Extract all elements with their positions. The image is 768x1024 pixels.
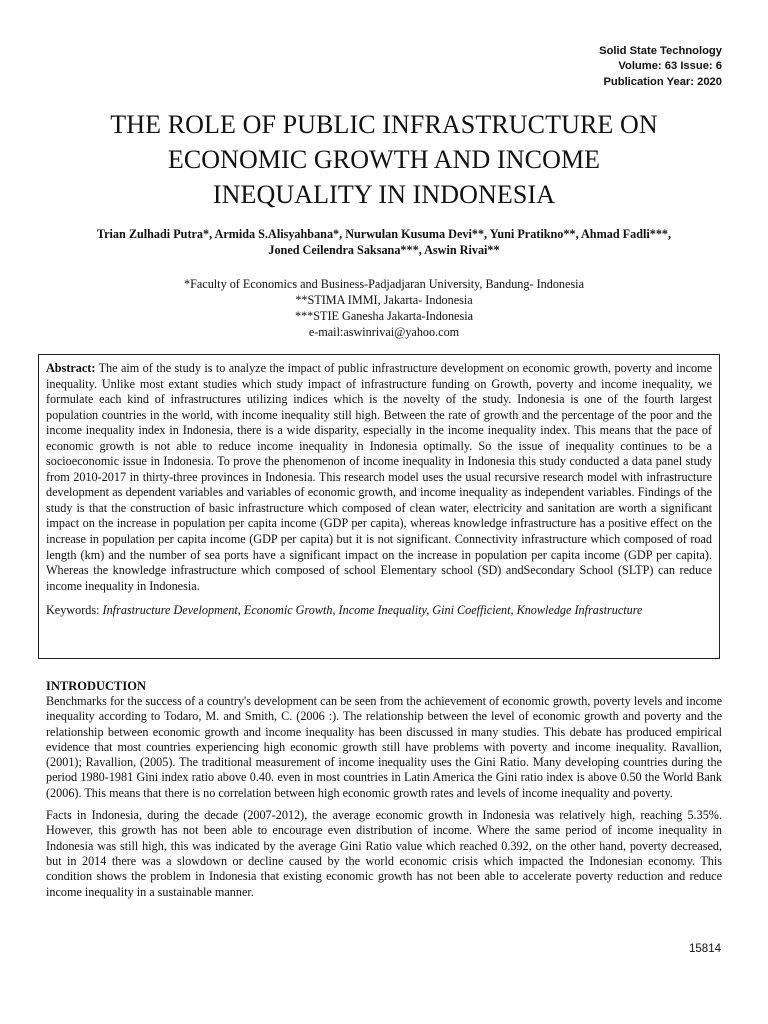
body-paragraph: Benchmarks for the success of a country's development can be seen from the achievement of economic growth, poverty levels and income inequality according to Todaro, M. and Smith, C. (2006 :). The relationship between the level of economic growth and poverty and the relationship between economic growth and income inequality has been discussed in many studies. This debate has produced empirical evidence that most countries experiencing high economic growth still have problems with poverty and income inequality. Ravallion, (2001); Ravallion, (2005). The traditional measurement of income inequality uses the Gini Ratio. Many developing countries during the period 1980-1981 Gini index ratio above 0.40. even in most countries in Latin America the Gini ratio index is above 0.50 the World Bank (2006). This means that there is no correlation between high economic growth rates and levels of income inequality and poverty.	[46, 694, 722, 800]
title-line: INEQUALITY IN INDONESIA	[212, 180, 556, 209]
journal-name: Solid State Technology	[599, 45, 722, 57]
affiliation-line: *Faculty of Economics and Business-Padjadjaran University, Bandung- Indonesia	[184, 277, 584, 291]
journal-volume-issue: Volume: 63 Issue: 6	[618, 60, 722, 73]
page-number: 15814	[689, 943, 721, 955]
keywords-list: Infrastructure Development, Economic Growth, Income Inequality, Gini Coefficient, Knowledge Infrastructure	[102, 603, 643, 618]
author-line: Trian Zulhadi Putra*, Armida S.Alisyahbana*, Nurwulan Kusuma Devi**, Yuni Pratikno**, Ahmad Fadli***,	[96, 227, 672, 241]
affiliation-line: **STIMA IMMI, Jakarta- Indonesia	[295, 293, 473, 307]
author-list	[30, 226, 738, 258]
keywords-label: Keywords:	[46, 603, 103, 618]
author-line: Joned Ceilendra Saksana***, Aswin Rivai**	[268, 243, 500, 257]
title-line: ECONOMIC GROWTH AND INCOME	[167, 145, 601, 174]
affiliation-list	[30, 276, 738, 340]
affiliation-line: ***STIE Ganesha Jakarta-Indonesia	[294, 309, 473, 323]
introduction-section	[46, 679, 722, 907]
contact-email: e-mail:aswinrivai@yahoo.com	[308, 325, 460, 339]
keywords-paragraph	[46, 603, 712, 619]
abstract-paragraph	[46, 361, 712, 594]
abstract-box	[38, 354, 720, 659]
abstract-text: The aim of the study is to analyze the impact of public infrastructure development on economic growth, poverty and income inequality. Unlike most extant studies which study impact of infrastructure funding on Growth, poverty and income inequality, we formulate each kind of infrastructures utilizing indices which is the novelty of the study. Indonesia is one of the fourth largest population countries in the world, with income inequality still high. Between the rate of growth and the percentage of the poor and the income inequality index in Indonesia, there is a wide disparity, especially in the income inequality index. This means that the pace of economic growth is not able to reduce income inequality in Indonesia optimally. So the issue of inequality continues to be a socioeconomic issue in Indonesia. To prove the phenomenon of income inequality in Indonesia this study conducted a data panel study from 2010-2017 in thirty-three provinces in Indonesia. This research model uses the usual recursive research model with infrastructure development as dependent variables and variables of economic growth, and income inequality as independent variables. Findings of the study is that the construction of basic infrastructure which composed of clean water, electricity and sanitation are worth a significant impact on the increase in population per capita income (GDP per capita), whereas knowledge infrastructure has a positive effect on the increase in population per capita income (GDP per capita) but it is not significant. Connectivity infrastructure which composed of road length (km) and the number of sea ports have a significant impact on the increase in population per capita income (GDP per capita). Whereas the knowledge infrastructure which composed of school Elementary school (SD) andSecondary School (SLTP) can reduce income inequality in Indonesia.	[46, 361, 712, 593]
journal-publication-year: Publication Year: 2020	[603, 75, 722, 88]
section-heading: INTRODUCTION	[46, 679, 147, 693]
body-paragraph: Facts in Indonesia, during the decade (2007-2012), the average economic growth in Indonesia was relatively high, reaching 5.35%. However, this growth has not been able to encourage even distribution of income. Where the same period of income inequality in Indonesia was still high, this was indicated by the average Gini Ratio value which reached 0.392, on the other hand, poverty decreased, but in 2014 there was a slowdown or decline caused by the world economic crisis which impacted the Indonesian economy. This condition shows the problem in Indonesia that existing economic growth has not been able to accelerate poverty reduction and reduce income inequality in a sustainable manner.	[46, 808, 722, 899]
paper-title	[30, 107, 738, 212]
abstract-label: Abstract:	[46, 361, 96, 375]
journal-header	[599, 44, 722, 90]
title-line: THE ROLE OF PUBLIC INFRASTRUCTURE ON	[110, 110, 658, 139]
